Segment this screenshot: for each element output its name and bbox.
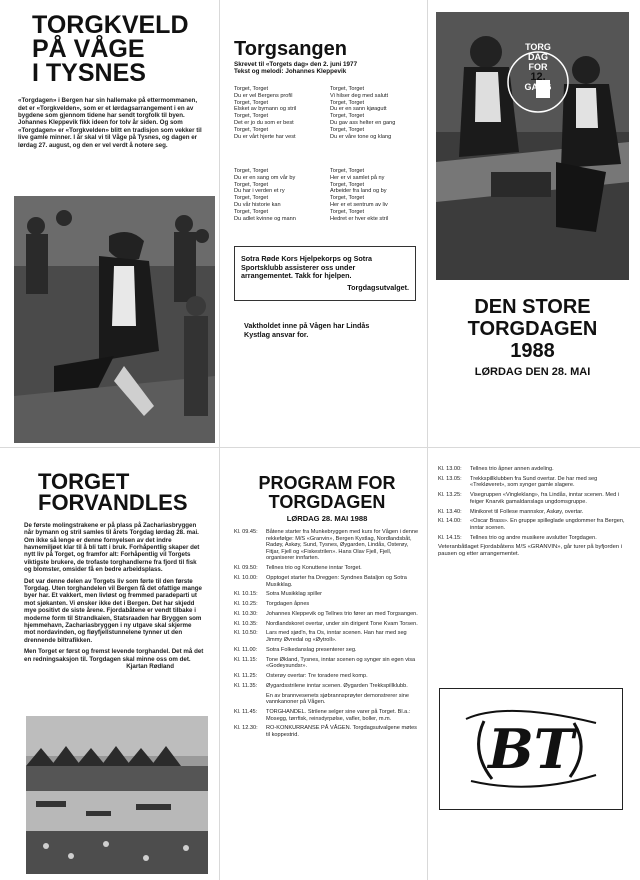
- notice-signature: Torgdagsutvalget.: [347, 282, 409, 292]
- program-item: [234, 575, 420, 588]
- program-headline: [234, 474, 420, 512]
- article-paragraph: De første molingstrakene er på plass på Zachariasbryggen når bymann og stril samles til årets Torgdag lørdag 28. mai. Om ikke så lenge er denne fornyelsen av det indre havnemiljøet klar til å bli tatt i bruk. Forhåpentlig skaper det nytt liv på Torget, og framfor alt: Forhåpentlig vil Torgets viktigste brukere, de trofaste torghandlerne fra fjord til fisk og blomster, omsider få en bedre arbeidsplass.: [24, 521, 200, 574]
- lyrics-verse: Torget, Torget Her er vi samlet på ny Torget, Torget Arbeider fra land og by Torget, Torget Her er et sentrum av liv Torget, Torget Hedret er hver ekte stril: [330, 168, 389, 222]
- program-item: [234, 673, 420, 680]
- program-item: [234, 725, 420, 738]
- program-time: Kl. 11.25:: [234, 672, 258, 679]
- program-time: Kl. 14.15:: [438, 534, 462, 541]
- headline-line: PROGRAM FOR: [258, 473, 396, 493]
- torgkveld-body: «Torgdagen» i Bergen har sin hallemake på ettermommanen, det er «Torgkvelden», som er et lørdagsarrangement i en av bygdene som gjennom tidene har sendt torgfolk til byen. Johannes Kleppevik fikk ideen for tolv år siden. Og som «Torgdagen» er «Torgkvelden» blitt en tradisjon som vekker til live gamle minner. I år skal vi til Våge på Tysnes, og dagen er lørdag 27. august, og den er vel verdt å notere seg.: [18, 97, 202, 149]
- program-item: [234, 591, 420, 598]
- program-item: [234, 647, 420, 654]
- program-list: [438, 466, 628, 541]
- lyrics-verse: Torget, Torget Du er vel Bergens profil Torget, Torget Elsket av bymann og stril Torget, Torget Det er jo du som er best Torget, Torget Du er vårt hjerte har vest: [234, 86, 297, 140]
- headline-line: TORGDAGEN: [467, 318, 598, 340]
- program-item: [234, 709, 420, 722]
- bottom-left-panel: [24, 469, 204, 671]
- program-time: Kl. 13.05:: [438, 475, 462, 482]
- program-description: Sotra Folkedanslag presenterer seg.: [266, 646, 357, 653]
- article-paragraph: Men Torget er først og fremst levende torghandel. Det må det en redningsaksjon til. Torgdagen skal minne oss om det.: [24, 648, 204, 663]
- badge-line: GANG: [524, 82, 552, 92]
- program-description: Torgdagen åpnes: [266, 601, 310, 608]
- den-store-torgdagen-headline: [436, 296, 629, 362]
- program-time: Kl. 10.25:: [234, 601, 258, 608]
- program-item: [234, 657, 420, 670]
- program-description: Lars med sjød'n, fra Os, inntar scenen. Han har med seg Jimmy Øvredal og «Øytroll».: [266, 630, 407, 644]
- program-item: [438, 518, 628, 531]
- torget-forvandles-headline: [38, 469, 204, 515]
- program-description: Opptoget starter fra Dreggen: Syndnes Bataljon og Sotra Musikklag.: [266, 574, 407, 588]
- fold-line-vertical-right: [427, 0, 428, 880]
- program-description: Minikoret til Follese mannskor, Askøy, overtar.: [470, 508, 584, 515]
- badge-torgdag: [514, 42, 562, 92]
- program-description: Trekkspillklubben fra Sund overtar. De har med seg «Trekløveret», som synger gamle slagere.: [470, 475, 598, 489]
- program-item: [234, 611, 420, 618]
- torgkveld-headline: [32, 11, 212, 87]
- program-date: LØRDAG 28. MAI 1988: [286, 514, 368, 523]
- lyrics-verse: Torget, Torget Vi hilser deg med salutt Torget, Torget Du er en sann kjøagutt Torget, Torget Du gav ass helter en gang Torget, Torget Du er våre tone og klang: [330, 86, 396, 140]
- program-time: Kl. 10.35:: [234, 620, 258, 627]
- headline-line: TORGDAGEN: [268, 492, 386, 512]
- program-time: Kl. 10.15:: [234, 591, 258, 598]
- program-item: [234, 630, 420, 643]
- article-paragraph: Det var denne delen av Torgets liv som førte til den første Torgdag. Uten torghandelen vil Bergen få det ofattige mange byer har. Et vakkert, men livløst og fremmed paradeparti ut mot sjøkanten. Vi ønsker ikke det i Bergen. Det har skjedd mye positivt de siste årene. Fjordabåtene er vendt tilbake i moderne form til Strandkaien, Statsraaden har Bryggen som hjemmehavn, Zachariasbryggen i ny utgave skal skjerme mot nordavinden, og fløyfjellstunnelene tynner ut den drennende biltrafikken.: [24, 577, 202, 644]
- ferry-note: Veteranbåtlaget Fjordabåtens M/S «GRANVIN», går turer på byfjorden i pausen og etter arrangementet.: [438, 544, 622, 558]
- program-time: Kl. 11.45:: [234, 708, 258, 715]
- headline-line: DEN STORE: [474, 296, 591, 318]
- program-time: Kl. 10.30:: [234, 610, 258, 617]
- program-time: Kl. 13.25:: [438, 492, 462, 499]
- badge-number: 12.: [530, 71, 546, 83]
- headline-line: I TYSNES: [32, 58, 146, 87]
- notice-box: [234, 246, 416, 301]
- program-time: Kl. 11.35:: [234, 682, 258, 689]
- top-middle-panel: [234, 40, 420, 75]
- photo-illustration: [26, 716, 208, 874]
- program-item: [234, 565, 420, 572]
- fold-line-vertical-left: [219, 0, 220, 880]
- program-description: En av brannvesenets sjøbrannsprøyter demonstrerer sine vannkanoner på Vågen.: [266, 692, 410, 706]
- program-description: Johannes Kleppevik og Tellnes trio fører an med Torgsangen.: [266, 610, 418, 617]
- photo-dancing-man: [14, 196, 215, 443]
- program-description: TORGHANDEL. Strilene selger sine varer på Torget. Bl.a.: Mosegg, tørrfisk, reinsdyrpølse, vafler, boller, m.m.: [266, 708, 411, 722]
- program-item: [438, 466, 628, 473]
- program-item: [438, 492, 628, 505]
- program-list: [234, 529, 420, 738]
- program-description: Osterøy overtar: Tre toradere med komp.: [266, 672, 368, 679]
- program-time: Kl. 09.50:: [234, 565, 258, 572]
- photo-bryggen-harbour: [26, 716, 208, 874]
- badge-line: TORG: [525, 42, 551, 52]
- torgsangen-title: Torgsangen: [234, 38, 347, 60]
- headline-line: 1988: [510, 340, 555, 362]
- song-credit-author: Tekst og melodi: Johannes Kleppevik: [234, 68, 347, 75]
- program-time: Kl. 13.00:: [438, 466, 462, 472]
- badge-line: FOR: [528, 62, 548, 72]
- program-time: Kl. 10.00:: [234, 574, 258, 581]
- headline-line: FORVANDLES: [38, 489, 188, 515]
- lyrics-verse: Torget, Torget Du er en sang om vår by Torget, Torget Du har i verden et ry Torget, Torget Du vår historie kan Torget, Torget Du adlet kvinne og mann: [234, 168, 296, 222]
- program-description: Nordlandskoret overtar, under sin dirigent Tone Kvam Torsen.: [266, 620, 418, 627]
- program-description: Øygardsstrilene inntar scenen. Øygarden Trekkspillklubb.: [266, 682, 408, 689]
- program-description: Tellnes trio og Konuttene inntar Torget.: [266, 565, 362, 572]
- badge-line: DAG: [528, 52, 548, 62]
- bt-logo-lettering: BT: [488, 717, 574, 781]
- program-item: [438, 476, 628, 489]
- program-description: Tellnes trio åpner annen avdeling.: [470, 466, 554, 472]
- watch-note: Vaktholdet inne på Vågen har Lindås Kystlag ansvar for.: [244, 321, 370, 339]
- program-panel: [234, 474, 420, 742]
- fold-line-horizontal: [0, 447, 640, 448]
- program-continued-panel: [438, 466, 628, 558]
- program-time: [234, 693, 266, 706]
- program-item: [438, 535, 628, 542]
- program-item: [234, 693, 420, 706]
- program-time: Kl. 12.30:: [234, 725, 258, 732]
- program-time: Kl. 13.40:: [438, 508, 462, 515]
- song-credit-written: Skrevet til «Torgets dag» den 2. juni 1977: [234, 61, 358, 68]
- article-signature: Kjartan Rødland: [126, 663, 174, 671]
- photo-torg-musicians: [436, 12, 629, 280]
- torgdagen-headline-block: [436, 296, 629, 378]
- top-left-panel: [12, 11, 212, 149]
- headline-line: PÅ VÅGE: [32, 34, 145, 63]
- program-time: Kl. 11.00:: [234, 646, 258, 653]
- program-item: [438, 509, 628, 516]
- program-item: [234, 621, 420, 628]
- program-item: [234, 529, 420, 562]
- program-time: Kl. 10.50:: [234, 630, 258, 637]
- program-description: Visegruppen «Vingleklang», fra Lindås, inntar scenen. Med i feiger Knarvik gamaldanslags ungdomsgruppe.: [470, 492, 620, 505]
- program-item: [234, 683, 420, 690]
- program-item: [234, 601, 420, 608]
- photo-illustration: [14, 196, 215, 443]
- program-description: Sotra Musikklag spiller: [266, 591, 322, 598]
- program-description: Tellnes trio og andre musikere avslutter Torgdagen.: [470, 534, 597, 541]
- program-description: «Oscar Brass». En gruppe spilleglade ungdommer fra Bergen, inntar scenen.: [470, 518, 625, 531]
- program-time: Kl. 14.00:: [438, 518, 462, 525]
- headline-line: TORGKVELD: [32, 11, 189, 39]
- program-description: RO-KONKURRANSE PÅ VÅGEN. Torgdagsutvalgene møtes til koppestrid.: [266, 725, 417, 738]
- program-description: Båtene starter fra Munkebryggen med kurs for Vågen i denne rekkefølge: M/S «Granvin», Bergen Kystlag, Nordlandsbåt, Radøy, Askøy, Sund, Tysnes, Øygarden, Lindås, Osterøy, Fitjar, Fjell og «Fiskestrilen». Hans Olav Fjell, Fjell, organiserer innfarten.: [266, 529, 419, 562]
- event-date: LØRDAG DEN 28. MAI: [474, 366, 591, 378]
- bt-logo-box: [439, 688, 623, 810]
- program-time: Kl. 11.15:: [234, 656, 258, 663]
- notice-text: Sotra Røde Kors Hjelpekorps og Sotra Sportsklubb assisterer oss under arrangementet. Takk for hjelpen.: [241, 254, 372, 281]
- program-time: Kl. 09.45:: [234, 529, 258, 535]
- program-description: Tone Økland, Tysnes, inntar scenen og synger sin egen visa «Godeysundsr».: [266, 656, 416, 670]
- headline-line: TORGET: [38, 469, 130, 494]
